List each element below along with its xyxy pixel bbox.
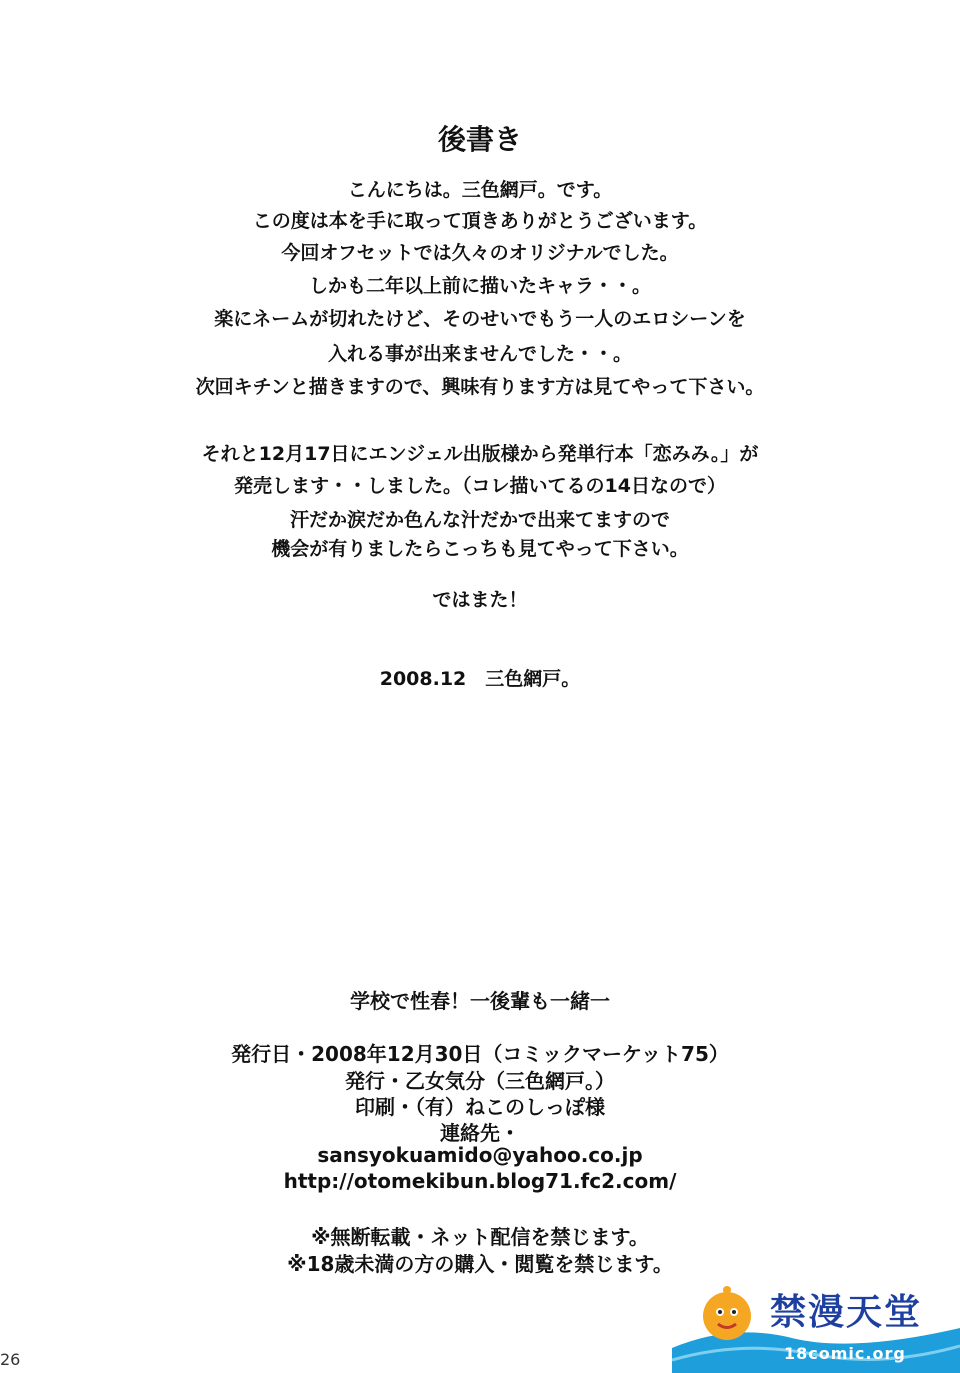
contact-email: sansyokuamido@yahoo.co.jp — [317, 1143, 643, 1167]
afterword-line: 入れる事が出来ませんでした・・。 — [327, 343, 632, 365]
page-number: 26 — [0, 1350, 21, 1369]
afterword-line: 楽にネームが切れたけど、そのせいでもう一人のエロシーンを — [214, 308, 746, 330]
afterword-line: こんにちは。三色網戸。です。 — [347, 179, 613, 201]
notice-age: ※18歳未満の方の購入・閲覧を禁じます。 — [287, 1252, 673, 1276]
afterword-signoff: ではまた！ — [432, 589, 528, 611]
afterword-line: 次回キチンと描きますので、興味有ります方は見てやって下さい。 — [195, 376, 765, 398]
afterword-line: しかも二年以上前に描いたキャラ・・。 — [308, 275, 651, 297]
publish-date: 発行日・2008年12月30日（コミックマーケット75） — [231, 1042, 729, 1066]
afterword-title: 後書き — [437, 123, 522, 156]
afterword-line: この度は本を手に取って頂きありがとうございます。 — [252, 210, 708, 232]
afterword-line: 今回オフセットでは久々のオリジナルでした。 — [281, 242, 679, 264]
watermark-url: 18comic.org — [784, 1344, 906, 1363]
afterword-line: 機会が有りましたらこっちも見てやって下さい。 — [271, 538, 689, 560]
contact-label: 連絡先・ — [440, 1121, 520, 1145]
afterword-line: 汗だか涙だか色んな汁だかで出来てますので — [289, 509, 670, 531]
mascot-icon — [703, 1286, 751, 1340]
watermark-name: 禁漫天堂 — [770, 1292, 923, 1333]
afterword-line: 発売します・・しました。（コレ描いてるの14日なので） — [234, 475, 726, 497]
publisher: 発行・乙女気分（三色網戸。） — [345, 1069, 615, 1093]
notice-reprint: ※無断転載・ネット配信を禁じます。 — [311, 1225, 649, 1249]
afterword-line: それと12月17日にエンジェル出版様から発単行本「恋みみ。」が — [201, 443, 759, 465]
book-title: 学校で性春！一後輩も一緒一 — [350, 989, 610, 1013]
contact-url: http://otomekibun.blog71.fc2.com/ — [283, 1169, 677, 1193]
printer: 印刷・（有）ねこのしっぽ様 — [355, 1095, 605, 1119]
afterword-date-author: 2008.12 三色網戸。 — [379, 668, 581, 690]
